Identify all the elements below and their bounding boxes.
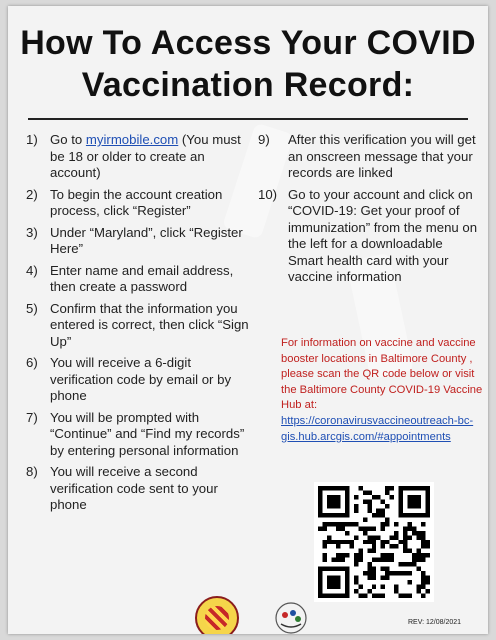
step-item [26, 355, 254, 405]
step-text-suffix: (You must be 18 or older to create an account) [50, 132, 241, 180]
step-number: 6) [26, 355, 38, 370]
maryland-seal-icon [195, 596, 239, 634]
step-item [26, 410, 254, 460]
step-text: Enter name and email address, then create a password [50, 262, 234, 294]
step-text: You will receive a 6-digit verification code by email or by phone [50, 355, 232, 403]
step-text [50, 132, 254, 182]
step-text-prefix: Go to [50, 132, 86, 147]
vaccine-info-note [281, 336, 487, 445]
step-item [258, 132, 480, 182]
step-number: 7) [26, 409, 38, 425]
step-item [26, 301, 254, 351]
vaccine-info-text: For information on vaccine and vaccine booster locations in Baltimore County , please scan the QR code below or visit the Baltimore County COVID-19 Vaccine Hub at: [281, 337, 483, 412]
step-item [258, 187, 480, 286]
step-number: 8) [26, 464, 38, 479]
step-text: Go to your account and click on “COVID-19: Get your proof of immunization” from the menu on the left for a downloadable Smart health card with your vaccine information [288, 186, 478, 284]
step-number: 1) [26, 132, 38, 147]
steps-right-column [258, 132, 480, 291]
step-number: 2) [26, 186, 38, 202]
step-text: Under “Maryland”, click “Register Here” [50, 224, 243, 256]
step-text: Confirm that the information you entered is correct, then click “Sign Up” [50, 300, 249, 349]
step-item [26, 187, 254, 220]
qr-code-icon[interactable] [314, 482, 434, 602]
step-number: 4) [26, 262, 38, 278]
step-number: 3) [26, 224, 38, 240]
step-text: You will be prompted with “Continue” and “Find my records” by entering personal information [50, 409, 245, 458]
step-item [26, 263, 254, 296]
step-number: 10) [258, 186, 278, 202]
title-divider [28, 118, 468, 120]
revision-date: REV: 12/08/2021 [408, 619, 462, 626]
myirmobile-link[interactable]: myirmobile.com [85, 132, 179, 147]
flyer-page [8, 6, 488, 634]
page-title [8, 22, 488, 106]
title-line-1: How To Access Your COVID [20, 24, 476, 62]
step-number: 9) [258, 132, 270, 147]
step-item [26, 225, 254, 258]
step-text: You will receive a second verification code sent to your phone [50, 464, 218, 512]
title-line-2: Vaccination Record: [81, 66, 415, 104]
steps-left-column [26, 132, 254, 519]
step-number: 5) [26, 300, 38, 316]
vaccine-hub-link[interactable]: https://coronavirusvaccineoutreach-bc-gis.hub.arcgis.com/#appointments [281, 414, 474, 443]
step-item [26, 132, 254, 182]
health-department-logo-icon [263, 600, 319, 634]
step-text: After this verification you will get an onscreen message that your records are linked [288, 132, 476, 180]
step-text: To begin the account creation process, click “Register” [50, 186, 223, 218]
step-item [26, 464, 254, 514]
